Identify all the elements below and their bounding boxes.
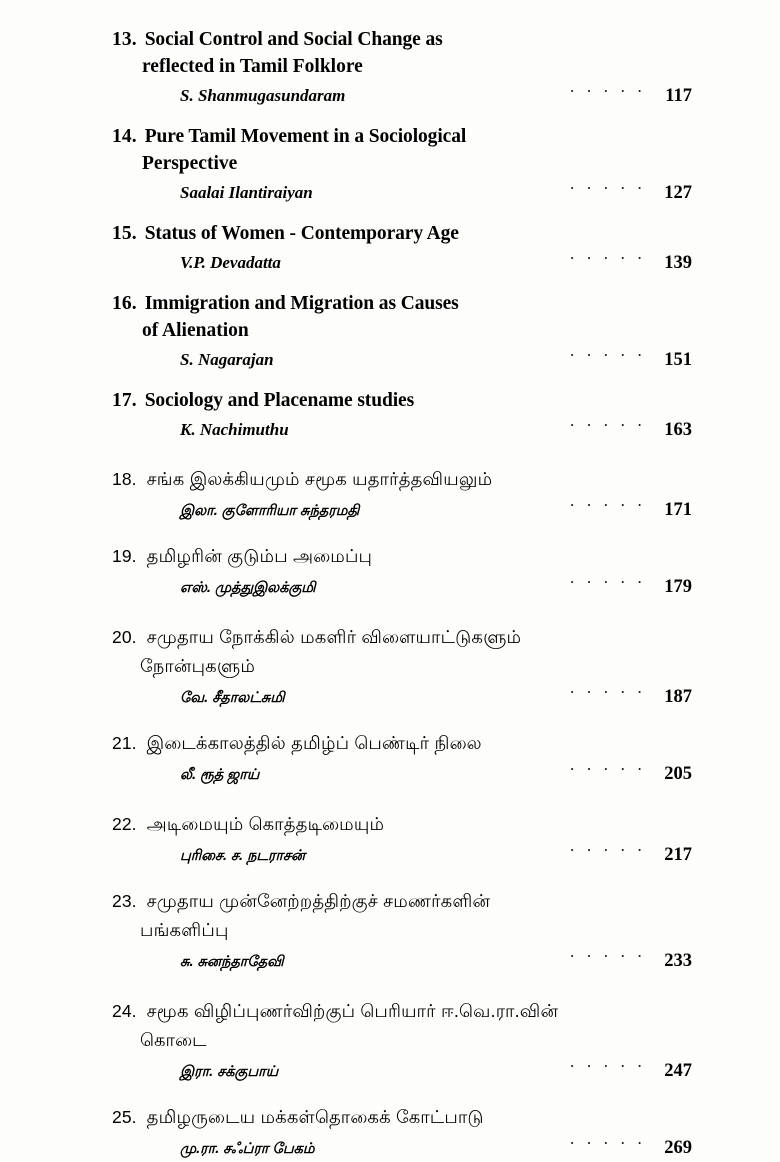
- toc-leader: [278, 1052, 646, 1076]
- toc-entry-author-row: [0, 942, 780, 975]
- toc-entry[interactable]: [0, 465, 780, 524]
- toc-entry-author-row: [0, 244, 780, 276]
- toc-entry-author-row: [0, 836, 780, 869]
- toc-entry-author: புரிசை. ச. நடராசன்: [180, 848, 306, 864]
- toc-entry-number: 17.: [112, 390, 137, 411]
- toc-entry-title-continuation: நோன்புகளும்: [140, 656, 256, 676]
- toc-leader-dots: . . . . .: [569, 491, 646, 510]
- toc-leader: [315, 1129, 646, 1153]
- toc-entry-author: எஸ். முத்துஇலக்குமி: [180, 580, 316, 596]
- toc-entry-title: Sociology and Placename studies: [144, 390, 415, 411]
- toc-entry-list: [0, 26, 780, 1162]
- toc-leader: [289, 411, 646, 435]
- toc-entry-title-continuation: of Alienation: [142, 320, 249, 341]
- toc-entry-number: 21.: [112, 733, 137, 753]
- toc-entry-title: சங்க இலக்கியமும் சமூக யதார்த்தவியலும்: [146, 469, 493, 489]
- entry-spacer: [0, 788, 780, 810]
- toc-entry-page-number[interactable]: 117: [665, 86, 692, 106]
- toc-leader: [305, 836, 646, 860]
- toc-entry[interactable]: [0, 1103, 780, 1162]
- toc-leader: [284, 942, 646, 966]
- toc-entry-title: சமூக விழிப்புணர்விற்குப் பெரியார் ஈ.வெ.ரா.வின்: [146, 1001, 559, 1021]
- toc-entry-number: 16.: [112, 293, 137, 314]
- toc-leader: [316, 568, 646, 592]
- toc-entry-author: சு. சுனந்தாதேவி: [180, 954, 284, 970]
- toc-leader: [281, 244, 646, 268]
- toc-entry-title-row: [0, 220, 780, 247]
- toc-entry[interactable]: [0, 887, 780, 975]
- toc-entry-title-row: [0, 465, 780, 494]
- toc-entry-number: 19.: [112, 546, 137, 566]
- toc-entry-title: இடைக்காலத்தில் தமிழ்ப் பெண்டிர் நிலை: [146, 733, 482, 753]
- toc-entry-page-number[interactable]: 247: [664, 1061, 692, 1081]
- toc-entry-title-row: [0, 123, 780, 150]
- toc-entry-number: 18.: [112, 469, 137, 489]
- toc-entry[interactable]: [0, 290, 780, 373]
- toc-entry-title-continuation: கொடை: [140, 1030, 207, 1050]
- toc-entry-title-row: [0, 887, 780, 916]
- toc-leader: [345, 77, 646, 101]
- entry-spacer: [0, 109, 780, 123]
- toc-leader: [313, 174, 646, 198]
- toc-entry-title: Pure Tamil Movement in a Sociological: [144, 126, 467, 147]
- toc-entry-page-number[interactable]: 205: [664, 764, 692, 784]
- toc-leader-dots: . . . . .: [569, 341, 646, 360]
- toc-entry-title-row: [0, 997, 780, 1026]
- toc-entry-title: Social Control and Social Change as: [144, 29, 443, 50]
- entry-spacer: [0, 206, 780, 220]
- toc-leader-dots: . . . . .: [569, 836, 646, 855]
- toc-entry-page-number[interactable]: 171: [664, 500, 692, 520]
- toc-leader: [259, 755, 646, 779]
- toc-leader-dots: . . . . .: [569, 942, 646, 961]
- toc-leader-dots: . . . . .: [569, 244, 646, 263]
- toc-leader-dots: . . . . .: [569, 174, 646, 193]
- toc-leader-dots: . . . . .: [569, 568, 646, 587]
- entry-spacer: [0, 276, 780, 290]
- toc-entry-author-row: [0, 755, 780, 788]
- entry-spacer: [0, 975, 780, 997]
- toc-entry-page-number[interactable]: 179: [664, 577, 692, 597]
- toc-entry[interactable]: [0, 729, 780, 788]
- toc-entry-title: அடிமையும் கொத்தடிமையும்: [146, 814, 385, 834]
- toc-entry-author-row: [0, 411, 780, 443]
- toc-entry-page-number[interactable]: 127: [664, 183, 692, 203]
- toc-entry-author: மு.ரா. சஃப்ரா பேகம்: [180, 1141, 315, 1157]
- toc-entry-number: 24.: [112, 1001, 137, 1021]
- toc-entry-title-row: [0, 26, 780, 53]
- toc-entry-title-row: [0, 810, 780, 839]
- toc-entry-author: இரா. சக்குபாய்: [180, 1064, 279, 1080]
- toc-leader-dots: . . . . .: [569, 1052, 646, 1071]
- toc-entry-title: Immigration and Migration as Causes: [144, 293, 459, 314]
- toc-entry-title: தமிழரின் குடும்ப அமைப்பு: [146, 546, 373, 566]
- toc-entry-author-row: [0, 568, 780, 601]
- toc-entry-title: சமுதாய முன்னேற்றத்திற்குச் சமணர்களின்: [146, 891, 491, 911]
- toc-leader-dots: . . . . .: [569, 77, 646, 96]
- toc-entry-page-number[interactable]: 217: [664, 845, 692, 865]
- toc-entry-author-row: [0, 1052, 780, 1085]
- entry-spacer: [0, 443, 780, 465]
- toc-entry-title-continuation: பங்களிப்பு: [140, 920, 229, 940]
- toc-entry-title-row: [0, 1103, 780, 1132]
- toc-entry-title: தமிழருடைய மக்கள்தொகைக் கோட்பாடு: [146, 1107, 484, 1127]
- toc-entry-title-row: [0, 387, 780, 414]
- toc-entry-number: 13.: [112, 29, 137, 50]
- toc-entry-author: இலா. குளோரியா சுந்தரமதி: [180, 503, 360, 519]
- toc-leader-dots: . . . . .: [569, 411, 646, 430]
- toc-leader-dots: . . . . .: [569, 678, 646, 697]
- toc-entry-author-row: [0, 77, 780, 109]
- toc-entry-title-row: [0, 623, 780, 652]
- toc-entry-author-row: [0, 678, 780, 711]
- toc-leader-dots: . . . . .: [569, 1129, 646, 1148]
- entry-spacer: [0, 869, 780, 887]
- toc-entry-number: 25.: [112, 1107, 137, 1127]
- toc-entry-number: 20.: [112, 627, 137, 647]
- toc-entry-number: 23.: [112, 891, 137, 911]
- toc-entry-author: S. Nagarajan: [180, 350, 274, 369]
- toc-entry-title-row: [0, 542, 780, 571]
- toc-entry[interactable]: [0, 542, 780, 601]
- toc-entry-number: 15.: [112, 223, 137, 244]
- entry-spacer: [0, 524, 780, 542]
- toc-leader: [285, 678, 646, 702]
- toc-entry-author: லீ. ரூத் ஜாய்: [180, 767, 260, 783]
- toc-entry-page-number[interactable]: 139: [664, 253, 692, 273]
- toc-entry[interactable]: [0, 387, 780, 443]
- toc-entry[interactable]: [0, 997, 780, 1085]
- toc-entry-title-continuation: reflected in Tamil Folklore: [142, 56, 363, 77]
- toc-entry-author: வே. சீதாலட்சுமி: [180, 690, 285, 706]
- toc-entry-author-row: [0, 1129, 780, 1162]
- toc-entry-author-row: [0, 174, 780, 206]
- entry-spacer: [0, 1085, 780, 1103]
- toc-entry-title: Status of Women - Contemporary Age: [144, 223, 459, 244]
- toc-entry-number: 22.: [112, 814, 137, 834]
- entry-spacer: [0, 601, 780, 623]
- toc-entry-author: K. Nachimuthu: [180, 420, 289, 439]
- toc-entry-page-number[interactable]: 151: [664, 350, 692, 370]
- toc-entry-page-number[interactable]: 269: [664, 1138, 692, 1158]
- toc-entry-title-continuation: Perspective: [142, 153, 238, 174]
- entry-spacer: [0, 373, 780, 387]
- toc-entry-page-number[interactable]: 163: [664, 420, 692, 440]
- toc-entry-title-row: [0, 290, 780, 317]
- toc-entry-page-number[interactable]: 187: [664, 687, 692, 707]
- toc-entry-author: S. Shanmugasundaram: [180, 86, 346, 105]
- toc-entry[interactable]: [0, 26, 780, 109]
- toc-leader: [359, 491, 646, 515]
- toc-entry[interactable]: [0, 623, 780, 711]
- toc-leader: [274, 341, 646, 365]
- toc-entry-title: சமுதாய நோக்கில் மகளிர் விளையாட்டுகளும்: [146, 627, 522, 647]
- entry-spacer: [0, 711, 780, 729]
- toc-entry[interactable]: [0, 810, 780, 869]
- toc-entry[interactable]: [0, 123, 780, 206]
- toc-entry-author: V.P. Devadatta: [180, 253, 281, 272]
- toc-entry-title-row: [0, 729, 780, 758]
- toc-entry-page-number[interactable]: 233: [664, 951, 692, 971]
- toc-entry-author: Saalai Ilantiraiyan: [180, 183, 313, 202]
- toc-leader-dots: . . . . .: [569, 755, 646, 774]
- toc-entry[interactable]: [0, 220, 780, 276]
- toc-entry-number: 14.: [112, 126, 137, 147]
- toc-entry-author-row: [0, 341, 780, 373]
- toc-entry-author-row: [0, 491, 780, 524]
